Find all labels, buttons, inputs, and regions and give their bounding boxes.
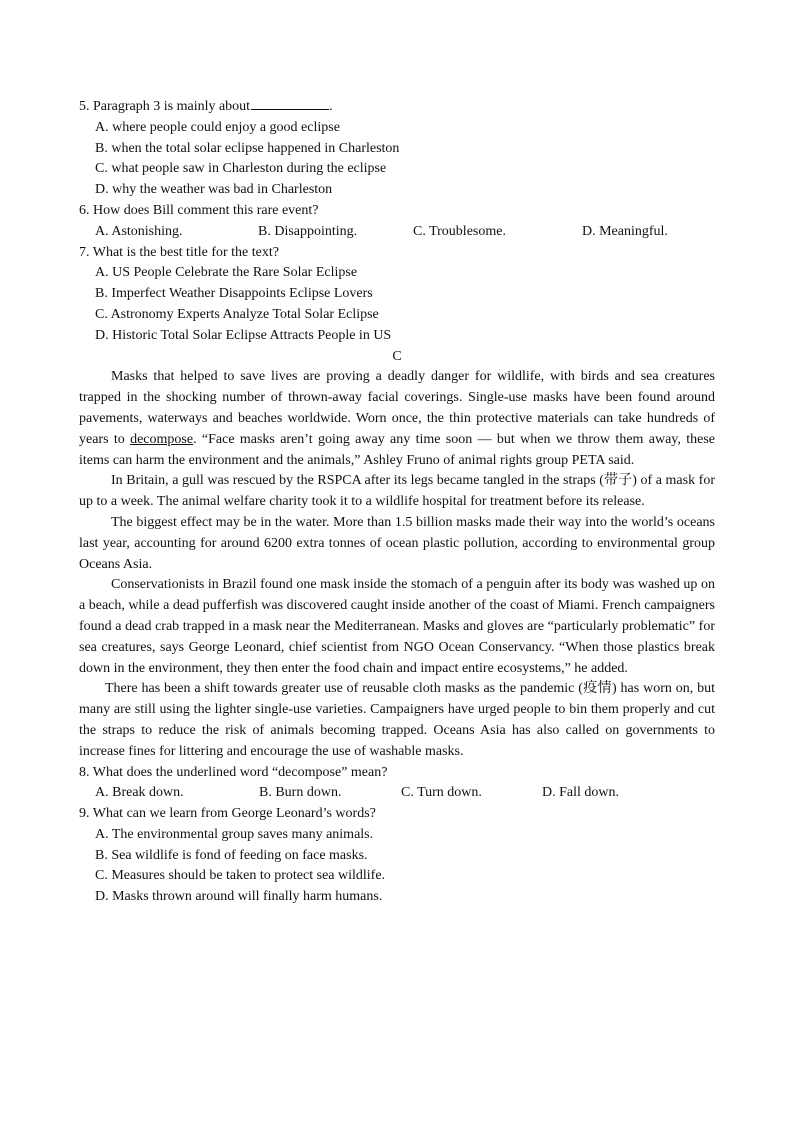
question-6-option-d: D. Meaningful. xyxy=(582,223,668,239)
question-6-option-c: C. Troublesome. xyxy=(413,223,506,239)
passage-paragraph-5: There has been a shift towards greater use of reusable cloth masks as the pandemic (疫情) has worn on, but many are still using the lighter single-use varieties. Campaigners have urged people to bin them properly and cut the straps to reduce the risk of animals becoming trapped. Oceans Asia has also called on governments to increase fines for littering and encourage the use of washable masks. xyxy=(79,681,715,759)
question-5-option-b: B. when the total solar eclipse happened in Charleston xyxy=(95,140,400,156)
question-9-option-b: B. Sea wildlife is fond of feeding on face masks. xyxy=(95,847,368,863)
question-6-option-b: B. Disappointing. xyxy=(258,223,358,239)
passage-paragraph-4: Conservationists in Brazil found one mask inside the stomach of a penguin after its body was washed up on a beach, while a dead pufferfish was discovered caught inside another of the coast of Miami. French campaigners found a dead crab trapped in a mask near the Mediterranean. Masks and gloves are “particularly problematic” for sea creatures, says George Leonard, chief scientist from NGO Ocean Conservancy. “When those plastics break down in the environment, they then enter the food chain and impact entire ecosystems,” he added. xyxy=(79,577,715,676)
question-5-option-a: A. where people could enjoy a good eclipse xyxy=(95,119,340,135)
question-6-option-a: A. Astonishing. xyxy=(95,223,183,239)
question-7-option-c: C. Astronomy Experts Analyze Total Solar Eclipse xyxy=(95,306,379,322)
question-5-text: 5. Paragraph 3 is mainly about xyxy=(79,99,251,114)
question-8-option-b: B. Burn down. xyxy=(259,785,342,801)
question-7-option-b: B. Imperfect Weather Disappoints Eclipse Lovers xyxy=(95,286,373,302)
question-5-option-d: D. why the weather was bad in Charleston xyxy=(95,182,333,198)
section-c-heading: C xyxy=(392,348,402,364)
passage-paragraph-2: In Britain, a gull was rescued by the RSPCA after its legs became tangled in the straps (带子) of a mask for up to a week. The animal welfare charity took it to a wildlife hospital for treatment before its release. xyxy=(79,473,715,510)
question-8-option-d: D. Fall down. xyxy=(542,785,619,801)
question-5-end: . xyxy=(329,99,333,114)
answer-blank xyxy=(251,95,329,110)
question-9-stem: 9. What can we learn from George Leonard’s words? xyxy=(79,806,376,822)
question-7-option-d: D. Historic Total Solar Eclipse Attracts People in US xyxy=(95,327,392,343)
question-8-stem: 8. What does the underlined word “decompose” mean? xyxy=(79,764,388,780)
question-6-stem: 6. How does Bill comment this rare event? xyxy=(79,202,319,218)
question-9-option-a: A. The environmental group saves many animals. xyxy=(95,826,374,842)
question-8-option-c: C. Turn down. xyxy=(401,785,482,801)
question-9-option-d: D. Masks thrown around will finally harm humans. xyxy=(95,889,383,905)
exam-page xyxy=(79,95,715,908)
question-6-options xyxy=(79,222,715,243)
question-9-option-c: C. Measures should be taken to protect sea wildlife. xyxy=(95,868,386,884)
question-5-option-c: C. what people saw in Charleston during the eclipse xyxy=(95,161,387,177)
paragraph-1-text-a: Masks that helped to save lives are proving a deadly danger for wildlife, with birds and sea creatures trapped in the shocking number of thrown-away facial coverings. Single-use masks have been found around pavements, waterways and beaches worldwide. Worn once, the thin protective materials can take hundreds of years to xyxy=(79,369,715,447)
passage-paragraph-3: The biggest effect may be in the water. More than 1.5 billion masks made their way into the world’s oceans last year, accounting for around 6200 extra tonnes of ocean plastic pollution, according to environmental group Oceans Asia. xyxy=(79,514,715,572)
paragraph-1-text-b: . “Face masks aren’t going away any time soon — but when we throw them away, these items can harm the environment and the animals,” Ashley Fruno of animal rights group PETA said. xyxy=(79,431,715,468)
question-8-options xyxy=(79,783,715,804)
question-7-option-a: A. US People Celebrate the Rare Solar Eclipse xyxy=(95,265,358,281)
question-7-stem: 7. What is the best title for the text? xyxy=(79,244,279,260)
passage-paragraph-1 xyxy=(79,367,715,471)
question-8-option-a: A. Break down. xyxy=(95,785,184,801)
question-5-stem xyxy=(79,95,715,118)
underlined-word-decompose: decompose xyxy=(130,431,194,447)
